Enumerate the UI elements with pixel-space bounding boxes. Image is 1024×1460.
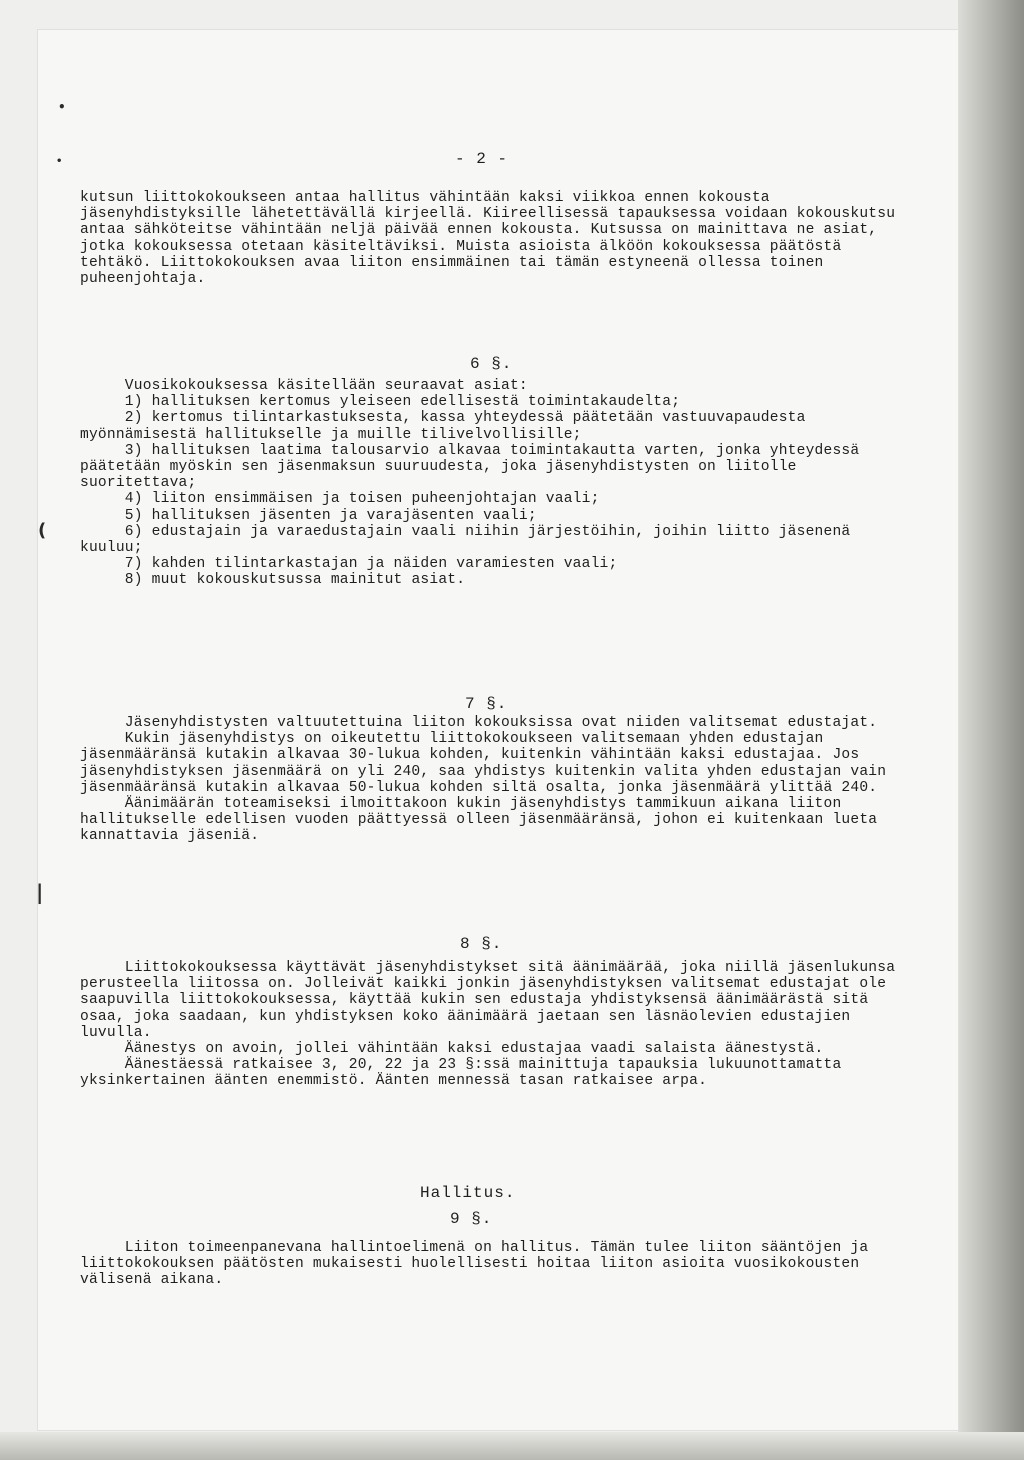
section-body-8: Liittokokouksessa käyttävät jäsenyhdistykset sitä äänimäärää, joka niillä jäsenlukunsa perusteella liitossa on. Jolleivät kaikki jonkin jäsenyhdistyksen valitsemat edustajat ole saapuvilla liittokokouksessa, käyttää kukin sen edustaja yhdistyksensä äänimäärästä sitä osaa, joka saadaan, kun yhdistyksen koko äänimäärä jaetaan sen läsnäolevien edustajien luvulla. Äänestys on avoin, jollei vähintään kaksi edustajaa vaadi salaista äänestystä. Äänestäessä ratkaisee 3, 20, 22 ja 23 §:ssä mainittuja tapauksia lukuunottamatta yksinkertainen äänten enemmistö. Äänten mennessä tasan ratkaisee arpa. <box>80 960 896 1090</box>
page-number: - 2 - <box>455 150 509 168</box>
scanner-edge-bottom <box>0 1432 1024 1460</box>
section-heading-6: 6 §. <box>470 355 513 373</box>
section-body-9: Liiton toimeenpanevana hallintoelimenä on hallitus. Tämän tulee liiton sääntöjen ja liittokokouksen päätösten mukaisesti huolellisesti hoitaa liiton asioita vuosikokousten välisenä aikana. <box>80 1240 878 1289</box>
margin-speck: • <box>58 100 66 114</box>
section-body-6: Vuosikokouksessa käsitellään seuraavat asiat: 1) hallituksen kertomus yleiseen edellisestä toimintakaudelta; 2) kertomus tilintarkastuksesta, kassa yhteydessä päätetään vastuuvapaudesta myönnämisestä hallitukselle ja muille tilivelvollisille; 3) hallituksen laatima talousarvio alkavaa toimintakautta varten, jonka yhteydessä päätetään myöskin sen jäsenmaksun suuruudesta, joka jäsenyhdistysten on liitolle suoritettava; 4) liiton ensimmäisen ja toisen puheenjohtajan vaali; 5) hallituksen jäsenten ja varajäsenten vaali; 6) edustajain ja varaedustajain vaali niihin järjestöihin, joihin liitto jäsenenä kuuluu; 7) kahden tilintarkastajan ja näiden varamiesten vaali; 8) muut kokouskutsussa mainitut asiat. <box>80 378 860 589</box>
chapter-heading-hallitus: Hallitus. <box>420 1184 516 1202</box>
margin-speck: • <box>56 156 63 167</box>
margin-mark: | <box>36 880 44 904</box>
section-heading-8: 8 §. <box>460 935 503 953</box>
section-heading-9: 9 §. <box>450 1210 493 1228</box>
paragraph-intro: kutsun liittokokoukseen antaa hallitus vähintään kaksi viikkoa ennen kokousta jäsenyhdistyksille lähetettävällä kirjeellä. Kiireellisessä tapauksessa voidaan kokouskutsu antaa sähköteitse vähintään neljä päivää ennen kokousta. Kutsussa on mainittava ne asiat, jotka kokouksessa otetaan käsiteltäviksi. Muista asioista älköön kokouksessa päätöstä tehtäkö. Liittokokouksen avaa liiton ensimmäinen tai tämän estyneenä ollessa toinen puheenjohtaja. <box>80 190 905 288</box>
section-heading-7: 7 §. <box>465 695 508 713</box>
margin-mark: ( <box>38 520 47 541</box>
scanner-edge-right <box>958 0 1024 1460</box>
section-body-7: Jäsenyhdistysten valtuutettuina liiton kokouksissa ovat niiden valitsemat edustajat. Kukin jäsenyhdistys on oikeutettu liittokokoukseen valitsemaan yhden edustajan jäsenmääränsä kutakin alkavaa 30-lukua kohden, kuitenkin vähintään kaksi edustajaa. Jos jäsenyhdistyksen jäsenmäärä on yli 240, saa yhdistys kuitenkin valita yhden edustajan vain jäsenmääränsä kutakin alkavaa 50-lukua kohden siltä osalta, jonka jäsenmäärä ylittää 240. Äänimäärän toteamiseksi ilmoittakoon kukin jäsenyhdistys tammikuun aikana liiton hallitukselle edellisen vuoden päättyessä olleen jäsenmääränsä, johon ei kuitenkaan lueta kannattavia jäseniä. <box>80 715 887 845</box>
